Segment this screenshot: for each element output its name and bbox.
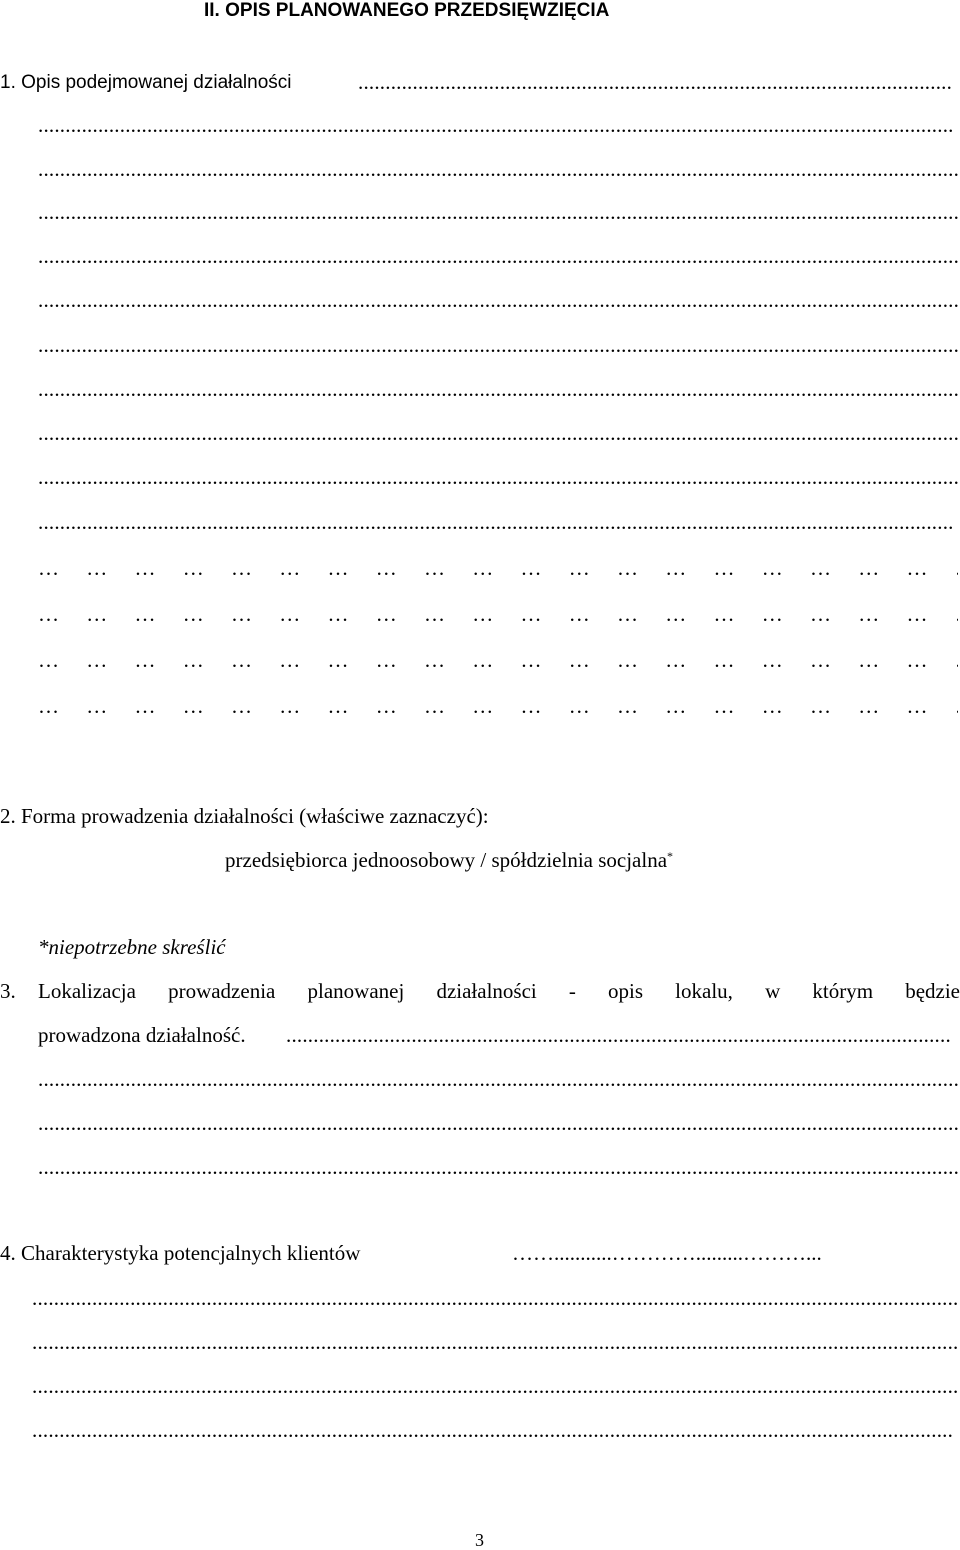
item1-dotted-line[interactable] — [38, 288, 958, 312]
item3-word: w — [765, 979, 781, 1003]
item1-dotted-line[interactable] — [38, 200, 958, 224]
item1-ellipsis-line[interactable] — [38, 694, 958, 718]
item1-dotted-line[interactable] — [38, 333, 958, 357]
item1-dotted-line[interactable] — [38, 510, 952, 534]
item4-dotted-line[interactable] — [32, 1418, 952, 1442]
item1-ellipsis-line[interactable] — [38, 648, 958, 672]
item2-options-text: przedsiębiorca jednoosobowy / spółdzielnia socjalna — [225, 848, 668, 872]
item3-word: opis — [608, 979, 644, 1003]
item3-word: działalności — [436, 979, 537, 1003]
item1-dotted-line[interactable] — [38, 113, 952, 137]
item1-ellipsis-line[interactable] — [38, 556, 958, 580]
item3-word: lokalu, — [675, 979, 733, 1003]
item3-dotted-line[interactable] — [38, 1111, 958, 1135]
item3-label — [38, 979, 960, 1003]
item1-ellipsis-line[interactable] — [38, 602, 958, 626]
item1-dotted-line[interactable] — [38, 377, 958, 401]
item4-dotted-line[interactable] — [32, 1286, 958, 1310]
item1-dotted-fill[interactable] — [358, 70, 952, 94]
item4-dotted-line[interactable] — [32, 1330, 958, 1354]
item3-label-cont: prowadzona działalność. — [38, 1023, 246, 1047]
item1-dotted-line[interactable] — [38, 465, 958, 489]
item3-word: - — [568, 979, 576, 1003]
item1-dotted-line[interactable] — [38, 421, 958, 445]
item3-dotted-fill[interactable] — [286, 1023, 952, 1047]
item2-label: 2. Forma prowadzenia działalności (właściwe zaznaczyć): — [0, 804, 489, 828]
item3-word: planowanej — [307, 979, 405, 1003]
item3-word: Lokalizacja — [38, 979, 136, 1003]
footnote-mark: * — [667, 849, 674, 863]
item3-word: będzie — [905, 979, 960, 1003]
item4-label: 4. Charakterystyka potencjalnych klientów — [0, 1241, 361, 1265]
item3-number: 3. — [0, 979, 16, 1003]
item4-fill[interactable]: ……...........………….........………... — [512, 1241, 822, 1265]
item2-note: *niepotrzebne skreślić — [38, 935, 226, 959]
item3-dotted-line[interactable] — [38, 1067, 958, 1091]
item1-dotted-line[interactable] — [38, 157, 958, 181]
page-number: 3 — [475, 1530, 484, 1550]
item1-label: 1. Opis podejmowanej działalności — [0, 72, 292, 93]
item2-options[interactable] — [225, 848, 673, 872]
section-title: II. OPIS PLANOWANEGO PRZEDSIĘWZIĘCIA — [204, 0, 610, 21]
item3-word: prowadzenia — [168, 979, 276, 1003]
item1-dotted-line[interactable] — [38, 244, 958, 268]
item3-word: którym — [812, 979, 874, 1003]
item3-dotted-line[interactable] — [38, 1155, 958, 1179]
item4-dotted-line[interactable] — [32, 1374, 958, 1398]
